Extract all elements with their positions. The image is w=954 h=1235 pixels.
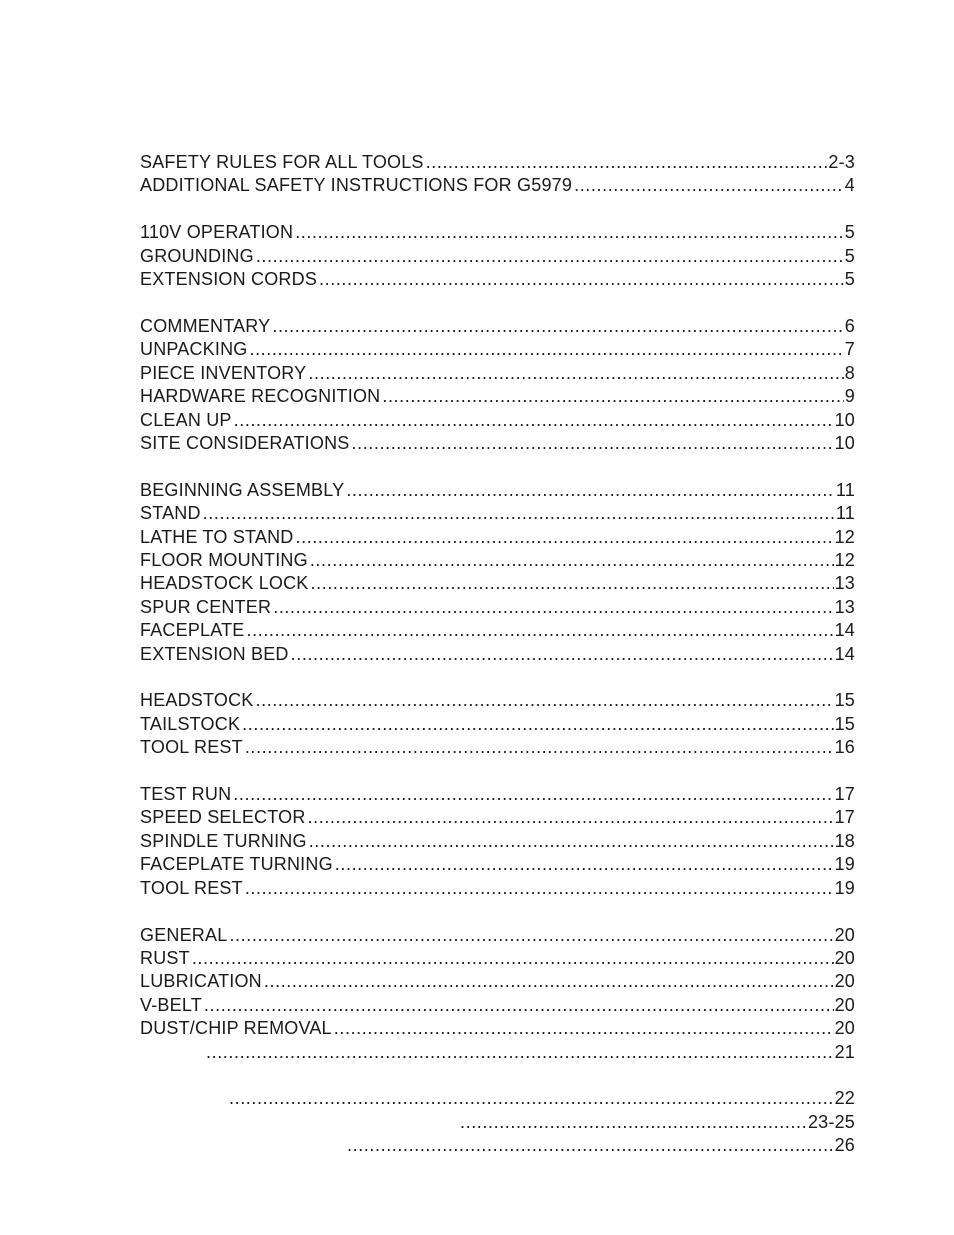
dot-leader xyxy=(382,385,843,408)
dot-leader xyxy=(296,526,834,549)
toc-entry[interactable] xyxy=(140,1134,855,1157)
toc-entry-title: FACEPLATE xyxy=(140,620,245,641)
dot-leader xyxy=(574,174,844,197)
table-of-contents xyxy=(140,151,855,1181)
toc-entry-title: CLEAN UP xyxy=(140,409,232,430)
toc-entry-page: 5 xyxy=(844,269,855,290)
toc-entry-page: 20 xyxy=(834,1018,855,1039)
toc-entry-title: COMMENTARY xyxy=(140,315,271,336)
toc-entry[interactable] xyxy=(140,643,855,666)
toc-entry-title: DUST/CHIP REMOVAL xyxy=(140,1018,332,1039)
toc-section-electrical xyxy=(140,221,855,291)
toc-entry[interactable] xyxy=(140,549,855,572)
dot-leader xyxy=(233,783,833,806)
toc-entry-page: 23-25 xyxy=(807,1111,855,1132)
toc-entry-title: STAND xyxy=(140,503,201,524)
dot-leader xyxy=(234,409,834,432)
toc-entry-title: RUST xyxy=(140,947,190,968)
toc-section-operations xyxy=(140,783,855,900)
toc-entry-page: 19 xyxy=(834,854,855,875)
dot-leader xyxy=(347,1134,834,1157)
toc-entry[interactable] xyxy=(140,970,855,993)
toc-entry[interactable] xyxy=(140,924,855,947)
dot-leader xyxy=(256,245,844,268)
toc-entry-page: 14 xyxy=(834,643,855,664)
dot-leader xyxy=(204,994,834,1017)
toc-entry[interactable] xyxy=(140,994,855,1017)
toc-entry-title: FACEPLATE TURNING xyxy=(140,854,333,875)
toc-entry-page: 17 xyxy=(834,784,855,805)
dot-leader xyxy=(206,1041,834,1064)
toc-entry-page: 10 xyxy=(834,432,855,453)
toc-entry-page: 11 xyxy=(835,479,855,500)
toc-entry-title: PIECE INVENTORY xyxy=(140,362,307,383)
toc-entry-title: UNPACKING xyxy=(140,339,248,360)
dot-leader xyxy=(272,315,843,338)
toc-entry-page: 19 xyxy=(834,877,855,898)
toc-entry[interactable] xyxy=(140,806,855,829)
dot-leader xyxy=(308,806,834,829)
toc-entry[interactable] xyxy=(140,783,855,806)
toc-entry-page: 20 xyxy=(834,971,855,992)
toc-entry[interactable] xyxy=(140,877,855,900)
toc-entry[interactable] xyxy=(140,830,855,853)
toc-entry-title: HEADSTOCK LOCK xyxy=(140,573,309,594)
toc-entry-page: 4 xyxy=(844,175,855,196)
toc-entry[interactable] xyxy=(140,268,855,291)
dot-leader xyxy=(192,947,834,970)
toc-entry-page: 13 xyxy=(834,596,855,617)
toc-entry[interactable] xyxy=(140,853,855,876)
toc-section-adjustments xyxy=(140,689,855,759)
toc-entry-title: LATHE TO STAND xyxy=(140,526,294,547)
toc-entry[interactable] xyxy=(140,409,855,432)
toc-entry-title: BEGINNING ASSEMBLY xyxy=(140,479,345,500)
toc-entry-page: 22 xyxy=(834,1088,855,1109)
toc-entry-title: 110V OPERATION xyxy=(140,222,294,243)
dot-leader xyxy=(242,713,833,736)
toc-entry-title: GROUNDING xyxy=(140,245,254,266)
dot-leader xyxy=(264,970,834,993)
toc-entry-title: GENERAL xyxy=(140,924,228,945)
toc-entry[interactable] xyxy=(140,713,855,736)
dot-leader xyxy=(295,221,844,244)
dot-leader xyxy=(229,924,833,947)
toc-entry-title: ADDITIONAL SAFETY INSTRUCTIONS FOR G5979 xyxy=(140,175,573,196)
toc-entry[interactable] xyxy=(140,947,855,970)
toc-entry-page: 7 xyxy=(844,339,855,360)
toc-entry[interactable] xyxy=(140,736,855,759)
dot-leader xyxy=(308,362,843,385)
toc-entry-page: 15 xyxy=(834,690,855,711)
dot-leader xyxy=(249,338,843,361)
toc-entry[interactable] xyxy=(140,174,855,197)
toc-entry-page: 26 xyxy=(834,1135,855,1156)
toc-entry-page: 16 xyxy=(834,737,855,758)
toc-entry[interactable] xyxy=(140,245,855,268)
toc-entry-page: 5 xyxy=(844,245,855,266)
toc-entry[interactable] xyxy=(140,479,855,502)
toc-entry[interactable] xyxy=(140,1087,855,1110)
dot-leader xyxy=(256,689,834,712)
dot-leader xyxy=(203,502,835,525)
toc-entry[interactable] xyxy=(140,221,855,244)
dot-leader xyxy=(310,549,834,572)
toc-entry-title: LUBRICATION xyxy=(140,971,262,992)
toc-entry[interactable] xyxy=(140,596,855,619)
toc-entry-title: TEST RUN xyxy=(140,784,232,805)
toc-entry-page: 8 xyxy=(844,362,855,383)
toc-entry-title: SAFETY RULES FOR ALL TOOLS xyxy=(140,152,424,172)
toc-entry-title: FLOOR MOUNTING xyxy=(140,549,308,570)
toc-entry-page: 20 xyxy=(834,924,855,945)
toc-entry-title: SITE CONSIDERATIONS xyxy=(140,432,350,453)
dot-leader xyxy=(245,736,834,759)
dot-leader xyxy=(334,1017,834,1040)
toc-entry-page: 18 xyxy=(834,830,855,851)
dot-leader xyxy=(245,877,834,900)
toc-entry[interactable] xyxy=(140,572,855,595)
dot-leader xyxy=(319,268,844,291)
toc-entry-page: 13 xyxy=(834,573,855,594)
toc-section-assembly xyxy=(140,479,855,666)
toc-entry[interactable] xyxy=(140,689,855,712)
toc-entry-title: EXTENSION BED xyxy=(140,643,289,664)
toc-entry[interactable] xyxy=(140,619,855,642)
toc-entry[interactable] xyxy=(140,151,855,174)
dot-leader xyxy=(229,1087,834,1110)
toc-entry-title: HARDWARE RECOGNITION xyxy=(140,386,381,407)
dot-leader xyxy=(247,619,834,642)
toc-entry[interactable] xyxy=(140,338,855,361)
toc-entry-title: SPUR CENTER xyxy=(140,596,272,617)
toc-entry-page: 20 xyxy=(834,994,855,1015)
toc-entry-page: 20 xyxy=(834,947,855,968)
toc-entry-page: 6 xyxy=(844,315,855,336)
toc-entry-page: 17 xyxy=(834,807,855,828)
dot-leader xyxy=(426,151,828,174)
toc-entry-page: 14 xyxy=(834,620,855,641)
toc-entry[interactable] xyxy=(140,362,855,385)
dot-leader xyxy=(273,596,833,619)
toc-entry[interactable] xyxy=(140,1041,855,1064)
toc-entry[interactable] xyxy=(140,502,855,525)
toc-entry-page: 5 xyxy=(844,222,855,243)
toc-entry-page: 2-3 xyxy=(828,152,855,172)
toc-entry[interactable] xyxy=(140,315,855,338)
dot-leader xyxy=(460,1111,807,1134)
toc-entry-page: 12 xyxy=(834,526,855,547)
toc-entry-title: EXTENSION CORDS xyxy=(140,269,318,290)
toc-entry-title: SPEED SELECTOR xyxy=(140,807,306,828)
dot-leader xyxy=(309,830,834,853)
toc-entry-page: 9 xyxy=(844,386,855,407)
toc-entry-page: 15 xyxy=(834,713,855,734)
toc-entry-title: TOOL REST xyxy=(140,737,243,758)
toc-section-maintenance xyxy=(140,924,855,1064)
dot-leader xyxy=(335,853,834,876)
toc-entry-title: TAILSTOCK xyxy=(140,713,241,734)
toc-entry[interactable] xyxy=(140,526,855,549)
toc-entry[interactable] xyxy=(140,1017,855,1040)
toc-entry[interactable] xyxy=(140,385,855,408)
toc-section-appendix xyxy=(140,1087,855,1157)
toc-entry-title: HEADSTOCK xyxy=(140,690,254,711)
toc-entry-title: TOOL REST xyxy=(140,877,243,898)
dot-leader xyxy=(346,479,835,502)
toc-entry-page: 21 xyxy=(834,1041,855,1062)
toc-entry-page: 10 xyxy=(834,409,855,430)
toc-section-safety xyxy=(140,151,855,198)
toc-section-introduction xyxy=(140,315,855,455)
toc-entry-page: 12 xyxy=(834,549,855,570)
toc-entry-title: V-BELT xyxy=(140,994,202,1015)
toc-entry-title: SPINDLE TURNING xyxy=(140,830,307,851)
toc-entry-page: 11 xyxy=(835,503,855,524)
dot-leader xyxy=(352,432,834,455)
toc-entry[interactable] xyxy=(140,1111,855,1134)
toc-entry[interactable] xyxy=(140,432,855,455)
dot-leader xyxy=(311,572,834,595)
dot-leader xyxy=(291,643,834,666)
